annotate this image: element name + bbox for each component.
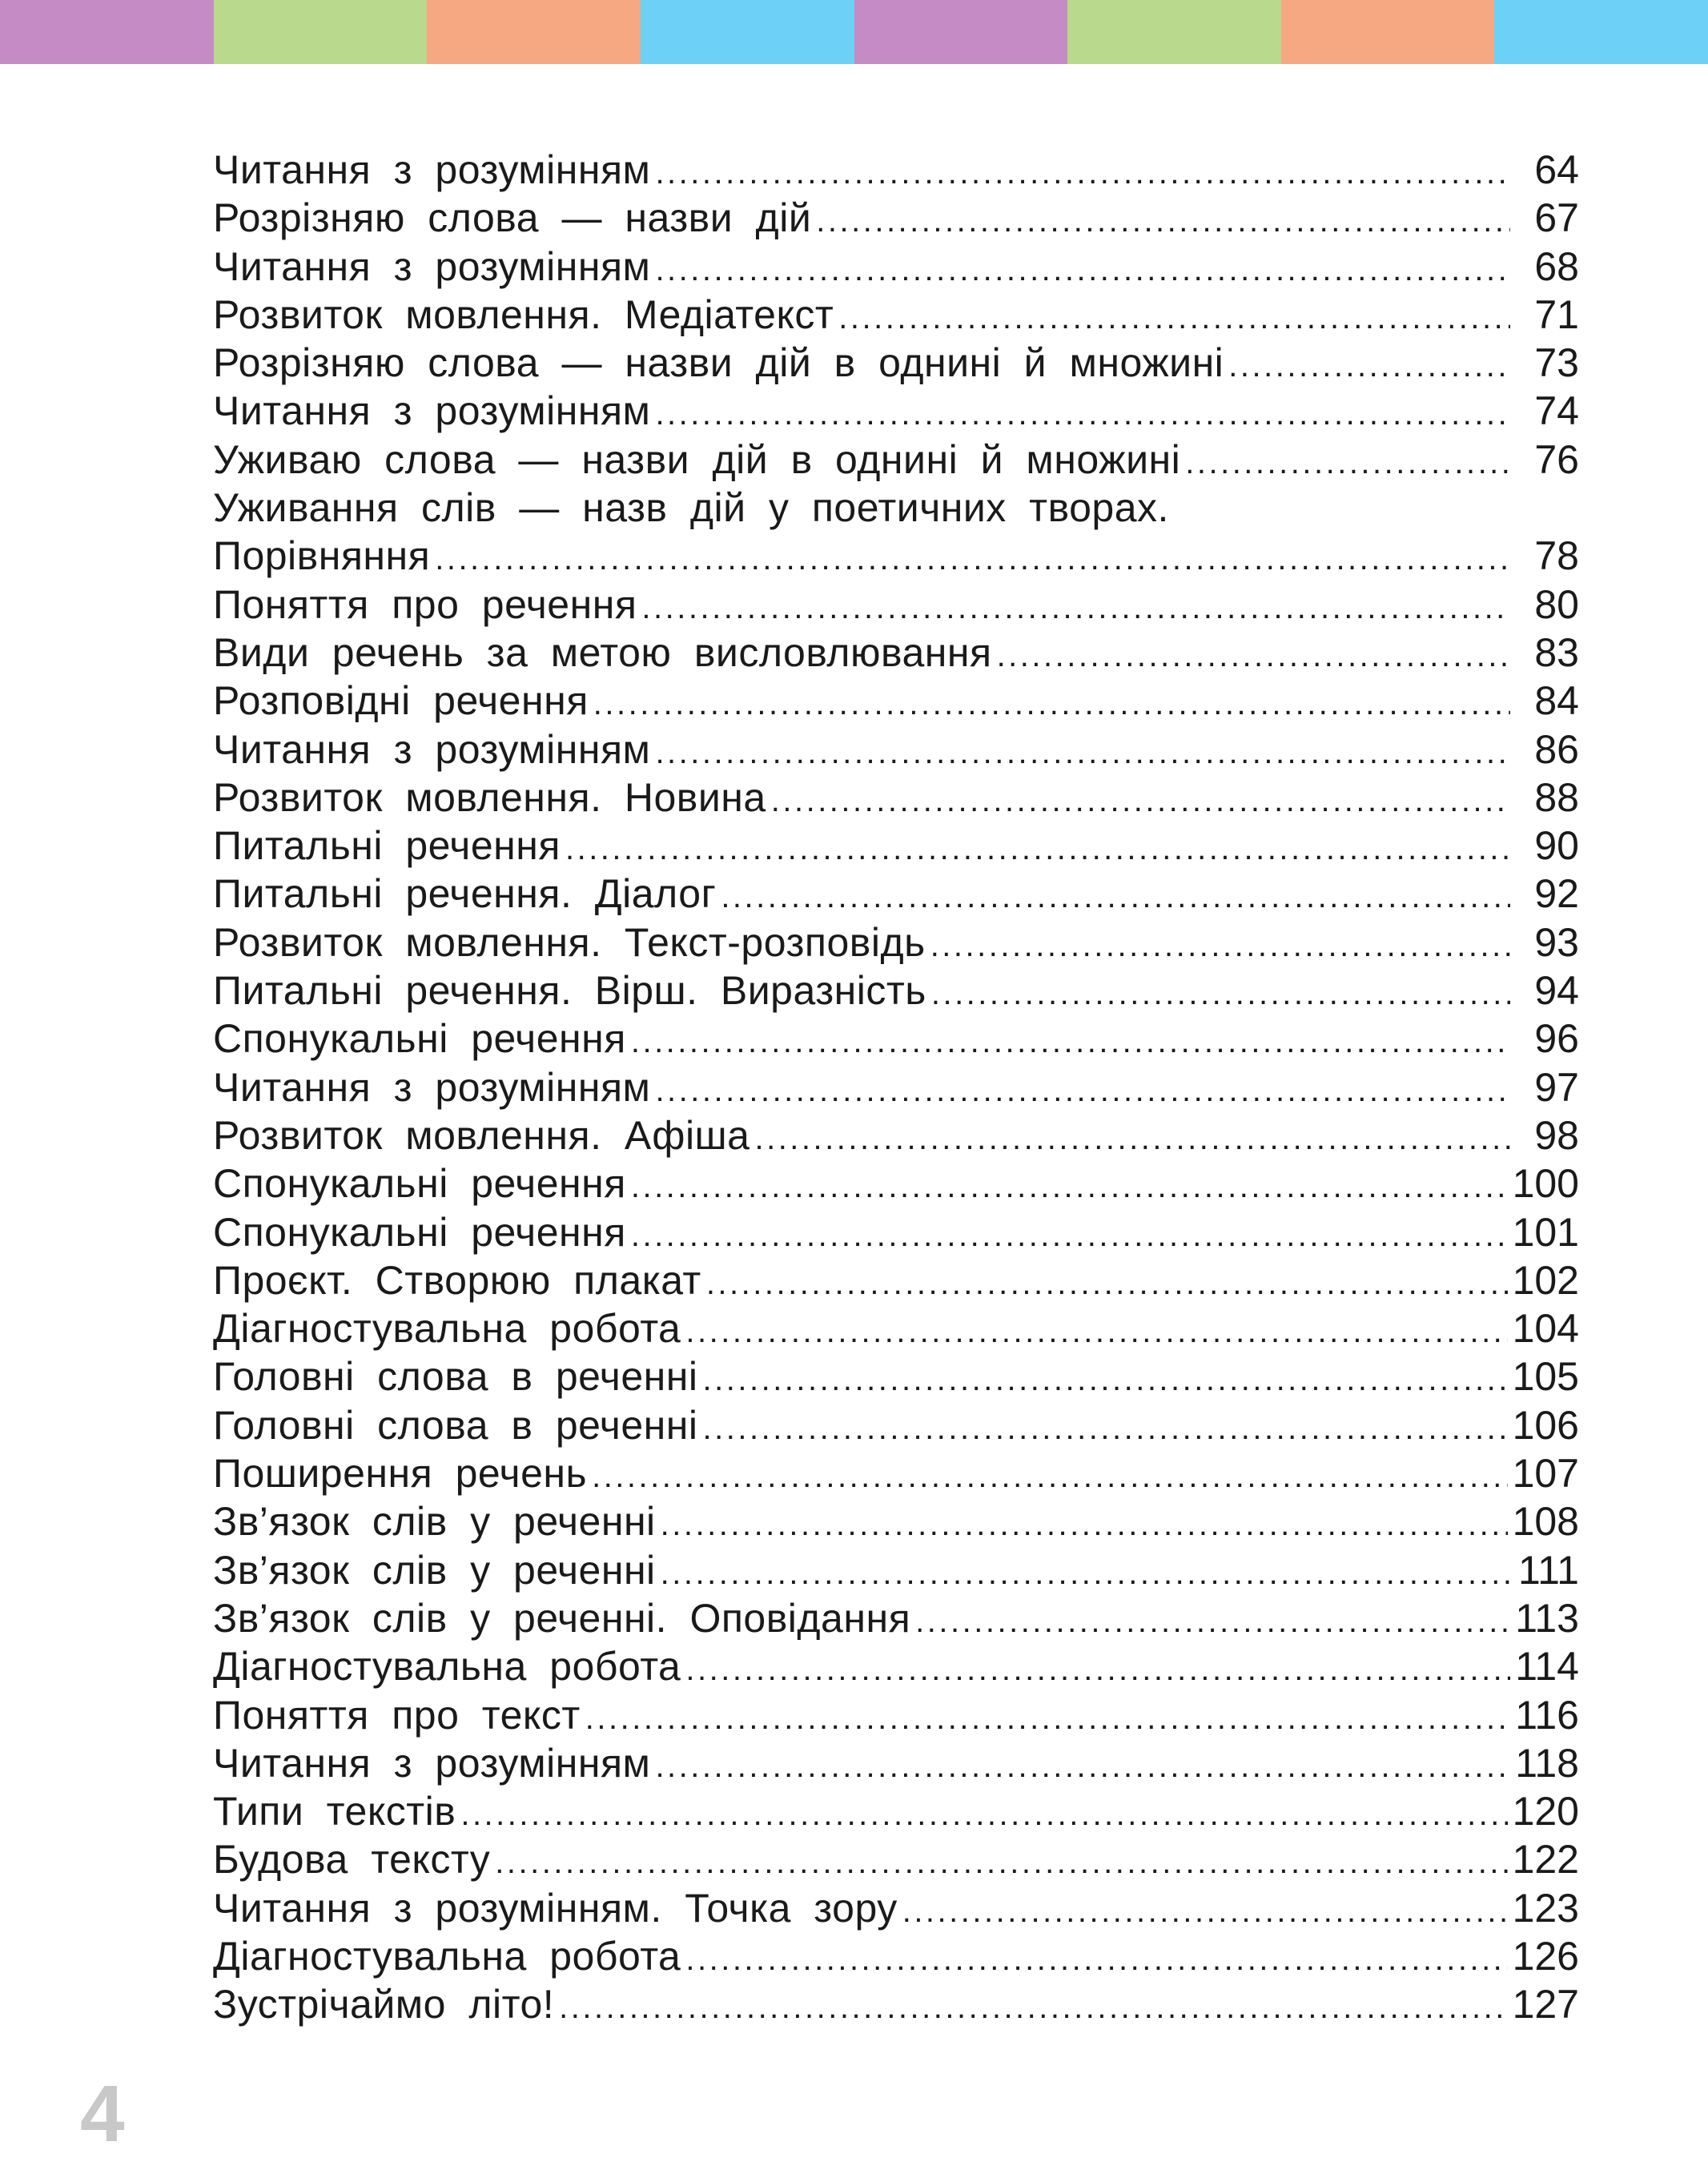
toc-entry-page: 80 <box>1534 581 1579 627</box>
toc-entry-page: 108 <box>1512 1499 1579 1545</box>
toc-entry <box>213 725 1579 774</box>
toc-entry-page: 127 <box>1512 1982 1579 2027</box>
toc-dot-leader <box>930 922 1510 970</box>
page-number: 4 <box>80 2069 125 2159</box>
toc-dot-leader <box>460 1790 1507 1838</box>
toc-entry-title: Читання з розумінням <box>213 1740 651 1786</box>
toc-dot-leader <box>721 873 1510 921</box>
toc-entry <box>213 1352 1579 1400</box>
toc-entry <box>213 1015 1579 1063</box>
toc-dot-leader <box>559 1983 1507 2031</box>
toc-entry-title: Розвиток мовлення. Новина <box>213 774 766 820</box>
toc-entry-page: 106 <box>1512 1402 1579 1448</box>
toc-dot-leader <box>685 1935 1507 1983</box>
toc-entry-title: Проєкт. Створюю плакат <box>213 1257 701 1303</box>
toc-entry <box>213 1932 1579 1980</box>
toc-dot-leader <box>655 246 1510 294</box>
toc-dot-leader <box>754 1115 1510 1163</box>
header-band-segment <box>214 0 428 64</box>
toc-entry-title: Спонукальні речення <box>213 1161 626 1207</box>
header-band-segment <box>1494 0 1708 64</box>
toc-entry-page: 88 <box>1534 774 1579 820</box>
toc-entry-title: Види речень за метою висловлювання <box>213 629 992 675</box>
toc-entry-page: 114 <box>1515 1644 1579 1690</box>
toc-dot-leader <box>816 197 1510 245</box>
toc-entry-title: Спонукальні речення <box>213 1209 626 1255</box>
toc-entry <box>213 1256 1579 1304</box>
toc-dot-leader <box>655 729 1510 777</box>
toc-entry-title: Читання з розумінням <box>213 243 651 289</box>
toc-entry-title: Діагностувальна робота <box>213 1306 681 1352</box>
toc-entry <box>213 1111 1579 1159</box>
toc-entry-title: Зв’язок слів у реченні <box>213 1499 656 1545</box>
toc-entry-title: Зустрічаймо літо! <box>213 1982 555 2027</box>
toc-entry-page: 64 <box>1534 147 1579 192</box>
toc-dot-leader <box>997 632 1510 680</box>
toc-entry <box>213 1642 1579 1690</box>
header-band-segment <box>1067 0 1281 64</box>
toc-dot-leader <box>685 1646 1510 1694</box>
toc-entry <box>213 436 1579 484</box>
table-of-contents <box>213 146 1579 2029</box>
toc-entry <box>213 629 1579 677</box>
toc-entry <box>213 484 1579 532</box>
toc-entry <box>213 677 1579 725</box>
toc-entry-page: 102 <box>1512 1257 1579 1303</box>
toc-entry <box>213 774 1579 822</box>
toc-dot-leader <box>661 1549 1510 1597</box>
toc-entry-page: 98 <box>1534 1112 1579 1158</box>
toc-entry-title: Головні слова в реченні <box>213 1354 698 1400</box>
toc-entry <box>213 1497 1579 1545</box>
toc-entry <box>213 1208 1579 1256</box>
toc-entry-page: 94 <box>1534 968 1579 1014</box>
toc-entry-title: Уживання слів — назв дій у поетичних творах. <box>213 485 1169 531</box>
toc-entry-page: 74 <box>1534 388 1579 434</box>
toc-entry-title: Питальні речення. Діалог <box>213 871 717 917</box>
toc-entry-page: 84 <box>1534 678 1579 724</box>
toc-entry-page: 101 <box>1512 1209 1579 1255</box>
toc-entry-page: 100 <box>1512 1161 1579 1207</box>
toc-dot-leader <box>1228 342 1510 390</box>
toc-entry <box>213 870 1579 918</box>
toc-dot-leader <box>655 149 1510 197</box>
toc-entry <box>213 822 1579 870</box>
toc-entry-title: Питальні речення. Вірш. Виразність <box>213 968 926 1014</box>
toc-entry <box>213 1304 1579 1352</box>
toc-dot-leader <box>655 390 1510 438</box>
toc-entry-page: 96 <box>1534 1016 1579 1062</box>
header-band-segment <box>641 0 854 64</box>
toc-entry <box>213 1980 1579 2028</box>
toc-entry <box>213 581 1579 629</box>
toc-entry-page: 93 <box>1534 919 1579 965</box>
toc-entry-title: Будова тексту <box>213 1837 491 1883</box>
toc-entry-title: Діагностувальна робота <box>213 1933 681 1979</box>
toc-dot-leader <box>631 1018 1510 1066</box>
header-color-band <box>0 0 1708 64</box>
toc-entry-page: 122 <box>1512 1837 1579 1883</box>
toc-dot-leader <box>771 777 1510 825</box>
toc-entry-title: Діагностувальна робота <box>213 1644 681 1690</box>
toc-entry-title: Поняття про речення <box>213 581 637 627</box>
toc-entry-page: 73 <box>1534 340 1579 386</box>
header-band-segment <box>854 0 1068 64</box>
toc-entry <box>213 194 1579 242</box>
toc-entry-title: Розвиток мовлення. Афіша <box>213 1112 750 1158</box>
toc-entry <box>213 1159 1579 1208</box>
toc-entry-page: 113 <box>1515 1595 1579 1641</box>
toc-entry <box>213 1884 1579 1932</box>
toc-entry-title: Уживаю слова — назви дій в однині й множині <box>213 436 1181 482</box>
toc-entry-title: Поширення речень <box>213 1451 588 1497</box>
toc-dot-leader <box>585 1694 1510 1742</box>
toc-entry <box>213 1739 1579 1787</box>
toc-dot-leader <box>631 1212 1508 1260</box>
toc-entry <box>213 243 1579 291</box>
toc-dot-leader <box>655 1067 1510 1115</box>
toc-entry-page: 76 <box>1534 436 1579 482</box>
header-band-segment <box>0 0 214 64</box>
toc-entry-title: Читання з розумінням <box>213 388 651 434</box>
toc-entry-title: Розвиток мовлення. Медіатекст <box>213 291 834 337</box>
toc-entry-title: Порівняння <box>213 533 431 579</box>
toc-dot-leader <box>902 1887 1508 1935</box>
toc-entry <box>213 1691 1579 1739</box>
toc-entry-page: 120 <box>1512 1789 1579 1834</box>
toc-entry-title: Читання з розумінням <box>213 1064 651 1110</box>
toc-entry-page: 104 <box>1512 1306 1579 1352</box>
toc-dot-leader <box>1185 439 1510 487</box>
toc-entry-page: 111 <box>1517 1547 1579 1593</box>
toc-entry-title: Зв’язок слів у реченні <box>213 1547 656 1593</box>
toc-entry-title: Розповідні речення <box>213 678 589 724</box>
toc-entry <box>213 387 1579 435</box>
toc-entry-title: Читання з розумінням. Точка зору <box>213 1885 898 1931</box>
toc-entry-page: 78 <box>1534 533 1579 579</box>
toc-entry-page: 123 <box>1512 1885 1579 1931</box>
toc-dot-leader <box>655 1742 1510 1790</box>
toc-entry-page: 83 <box>1534 629 1579 675</box>
toc-entry-title: Читання з розумінням <box>213 147 651 192</box>
toc-entry-page: 105 <box>1512 1354 1579 1400</box>
toc-entry-page: 68 <box>1534 243 1579 289</box>
header-band-segment <box>1281 0 1495 64</box>
toc-entry-page: 107 <box>1512 1451 1579 1497</box>
toc-entry-title: Питальні речення <box>213 823 561 869</box>
toc-entry-title: Розрізняю слова — назви дій в однині й множині <box>213 340 1224 386</box>
toc-entry-title: Розрізняю слова — назви дій <box>213 195 812 241</box>
toc-dot-leader <box>931 970 1510 1018</box>
toc-entry-page: 67 <box>1534 195 1579 241</box>
toc-entry <box>213 1787 1579 1835</box>
toc-entry <box>213 146 1579 194</box>
toc-entry <box>213 1546 1579 1594</box>
toc-entry-page: 86 <box>1534 726 1579 772</box>
toc-entry <box>213 532 1579 580</box>
toc-entry-page: 118 <box>1515 1740 1579 1786</box>
toc-entry <box>213 291 1579 339</box>
toc-entry-title: Зв’язок слів у реченні. Оповідання <box>213 1595 911 1641</box>
toc-dot-leader <box>838 294 1510 342</box>
toc-dot-leader <box>495 1838 1507 1887</box>
toc-dot-leader <box>703 1356 1508 1404</box>
toc-dot-leader <box>592 1453 1507 1501</box>
toc-dot-leader <box>685 1308 1507 1356</box>
toc-entry-page: 126 <box>1512 1933 1579 1979</box>
toc-entry <box>213 1594 1579 1642</box>
toc-dot-leader <box>435 535 1510 583</box>
toc-entry-page: 97 <box>1534 1064 1579 1110</box>
toc-entry <box>213 918 1579 966</box>
toc-entry <box>213 966 1579 1015</box>
toc-entry-page: 71 <box>1534 291 1579 337</box>
toc-entry <box>213 1063 1579 1111</box>
toc-entry-title: Поняття про текст <box>213 1692 581 1738</box>
toc-entry-title: Типи текстів <box>213 1789 456 1834</box>
toc-entry-title: Читання з розумінням <box>213 726 651 772</box>
toc-entry <box>213 1401 1579 1449</box>
toc-entry-page: 92 <box>1534 871 1579 917</box>
toc-entry-page: 90 <box>1534 823 1579 869</box>
toc-entry-title: Спонукальні речення <box>213 1016 626 1062</box>
toc-entry-title: Розвиток мовлення. Текст-розповідь <box>213 919 926 965</box>
toc-dot-leader <box>915 1597 1510 1646</box>
toc-dot-leader <box>703 1404 1508 1453</box>
toc-dot-leader <box>593 680 1510 728</box>
toc-dot-leader <box>641 584 1510 632</box>
toc-entry <box>213 339 1579 387</box>
toc-entry <box>213 1449 1579 1497</box>
toc-dot-leader <box>565 825 1510 873</box>
toc-dot-leader <box>631 1163 1508 1211</box>
header-band-segment <box>427 0 641 64</box>
toc-entry-title: Головні слова в реченні <box>213 1402 698 1448</box>
toc-entry <box>213 1835 1579 1883</box>
toc-dot-leader <box>706 1260 1508 1308</box>
toc-dot-leader <box>661 1501 1508 1549</box>
toc-entry-page: 116 <box>1515 1692 1579 1738</box>
